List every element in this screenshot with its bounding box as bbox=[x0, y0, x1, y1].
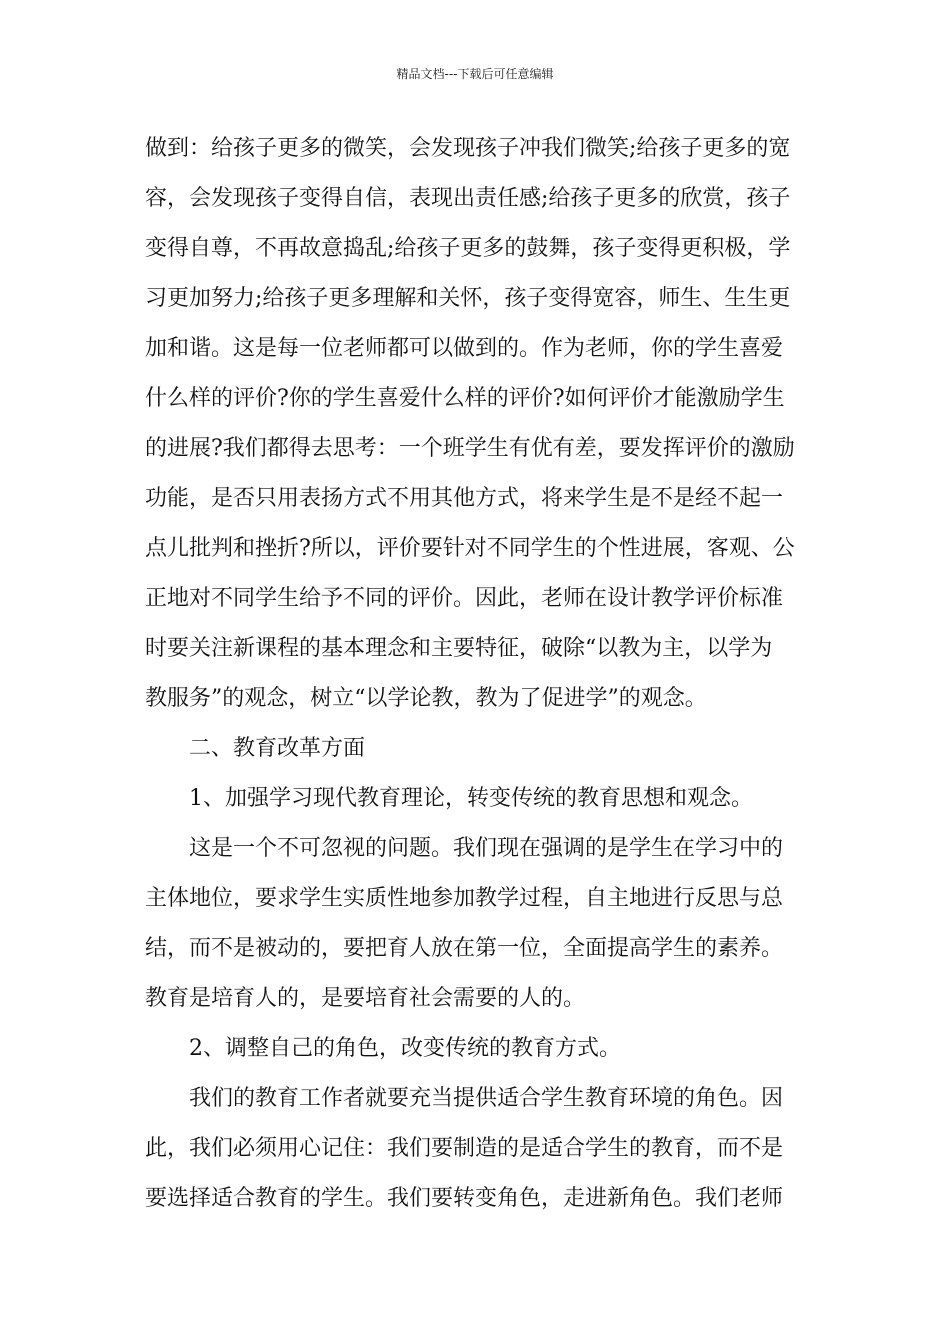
text-line-18: 教育是培育人的，是要培育社会需要的人的。 bbox=[145, 986, 586, 1011]
text-line-4: 习更加努力;给孩子更多理解和关怀，孩子变得宽容，师生、生生更 bbox=[145, 286, 791, 311]
subheading-1: 1、加强学习现代教育理论，转变传统的教育思想和观念。 bbox=[189, 786, 753, 811]
text-line-20: 我们的教育工作者就要充当提供适合学生教育环境的角色。因 bbox=[189, 1086, 784, 1111]
text-line-16: 主体地位，要求学生实质性地参加教学过程，自主地进行反思与总 bbox=[145, 886, 784, 911]
text-line-8: 功能，是否只用表扬方式不用其他方式，将来学生是不是经不起一 bbox=[145, 486, 784, 511]
document-body bbox=[145, 124, 809, 1224]
text-line-9: 点儿批判和挫折?所以，评价要针对不同学生的个性进展，客观、公 bbox=[145, 536, 795, 561]
text-line-22: 要选择适合教育的学生。我们要转变角色，走进新角色。我们老师 bbox=[145, 1186, 784, 1211]
page-header: 精品文档---下载后可任意编辑 bbox=[396, 67, 554, 81]
text-line-15: 这是一个不可忽视的问题。我们现在强调的是学生在学习中的 bbox=[189, 836, 784, 861]
section-heading: 二、教育改革方面 bbox=[189, 736, 366, 761]
text-line-17: 结，而不是被动的，要把育人放在第一位，全面提高学生的素养。 bbox=[145, 936, 784, 961]
text-line-12: 教服务”的观念，树立“以学论教，教为了促进学”的观念。 bbox=[145, 686, 707, 711]
text-line-6: 什么样的评价?你的学生喜爱什么样的评价?如何评价才能激励学生 bbox=[145, 386, 785, 411]
text-line-7: 的进展?我们都得去思考：一个班学生有优有差，要发挥评价的激励 bbox=[145, 436, 795, 461]
text-line-21: 此，我们必须用心记住：我们要制造的是适合学生的教育，而不是 bbox=[145, 1136, 784, 1161]
text-line-5: 加和谐。这是每一位老师都可以做到的。作为老师，你的学生喜爱 bbox=[145, 336, 784, 361]
text-line-11: 时要关注新课程的基本理念和主要特征，破除“以教为主，以学为 bbox=[145, 636, 773, 661]
text-line-2: 容，会发现孩子变得自信，表现出责任感;给孩子更多的欣赏，孩子 bbox=[145, 186, 791, 211]
text-line-3: 变得自尊，不再故意捣乱;给孩子更多的鼓舞，孩子变得更积极，学 bbox=[145, 236, 791, 261]
text-line-10: 正地对不同学生给予不同的评价。因此，老师在设计教学评价标准 bbox=[145, 586, 784, 611]
text-line-1: 做到：给孩子更多的微笑，会发现孩子冲我们微笑;给孩子更多的宽 bbox=[145, 136, 791, 161]
subheading-2: 2、调整自己的角色，改变传统的教育方式。 bbox=[189, 1036, 621, 1061]
